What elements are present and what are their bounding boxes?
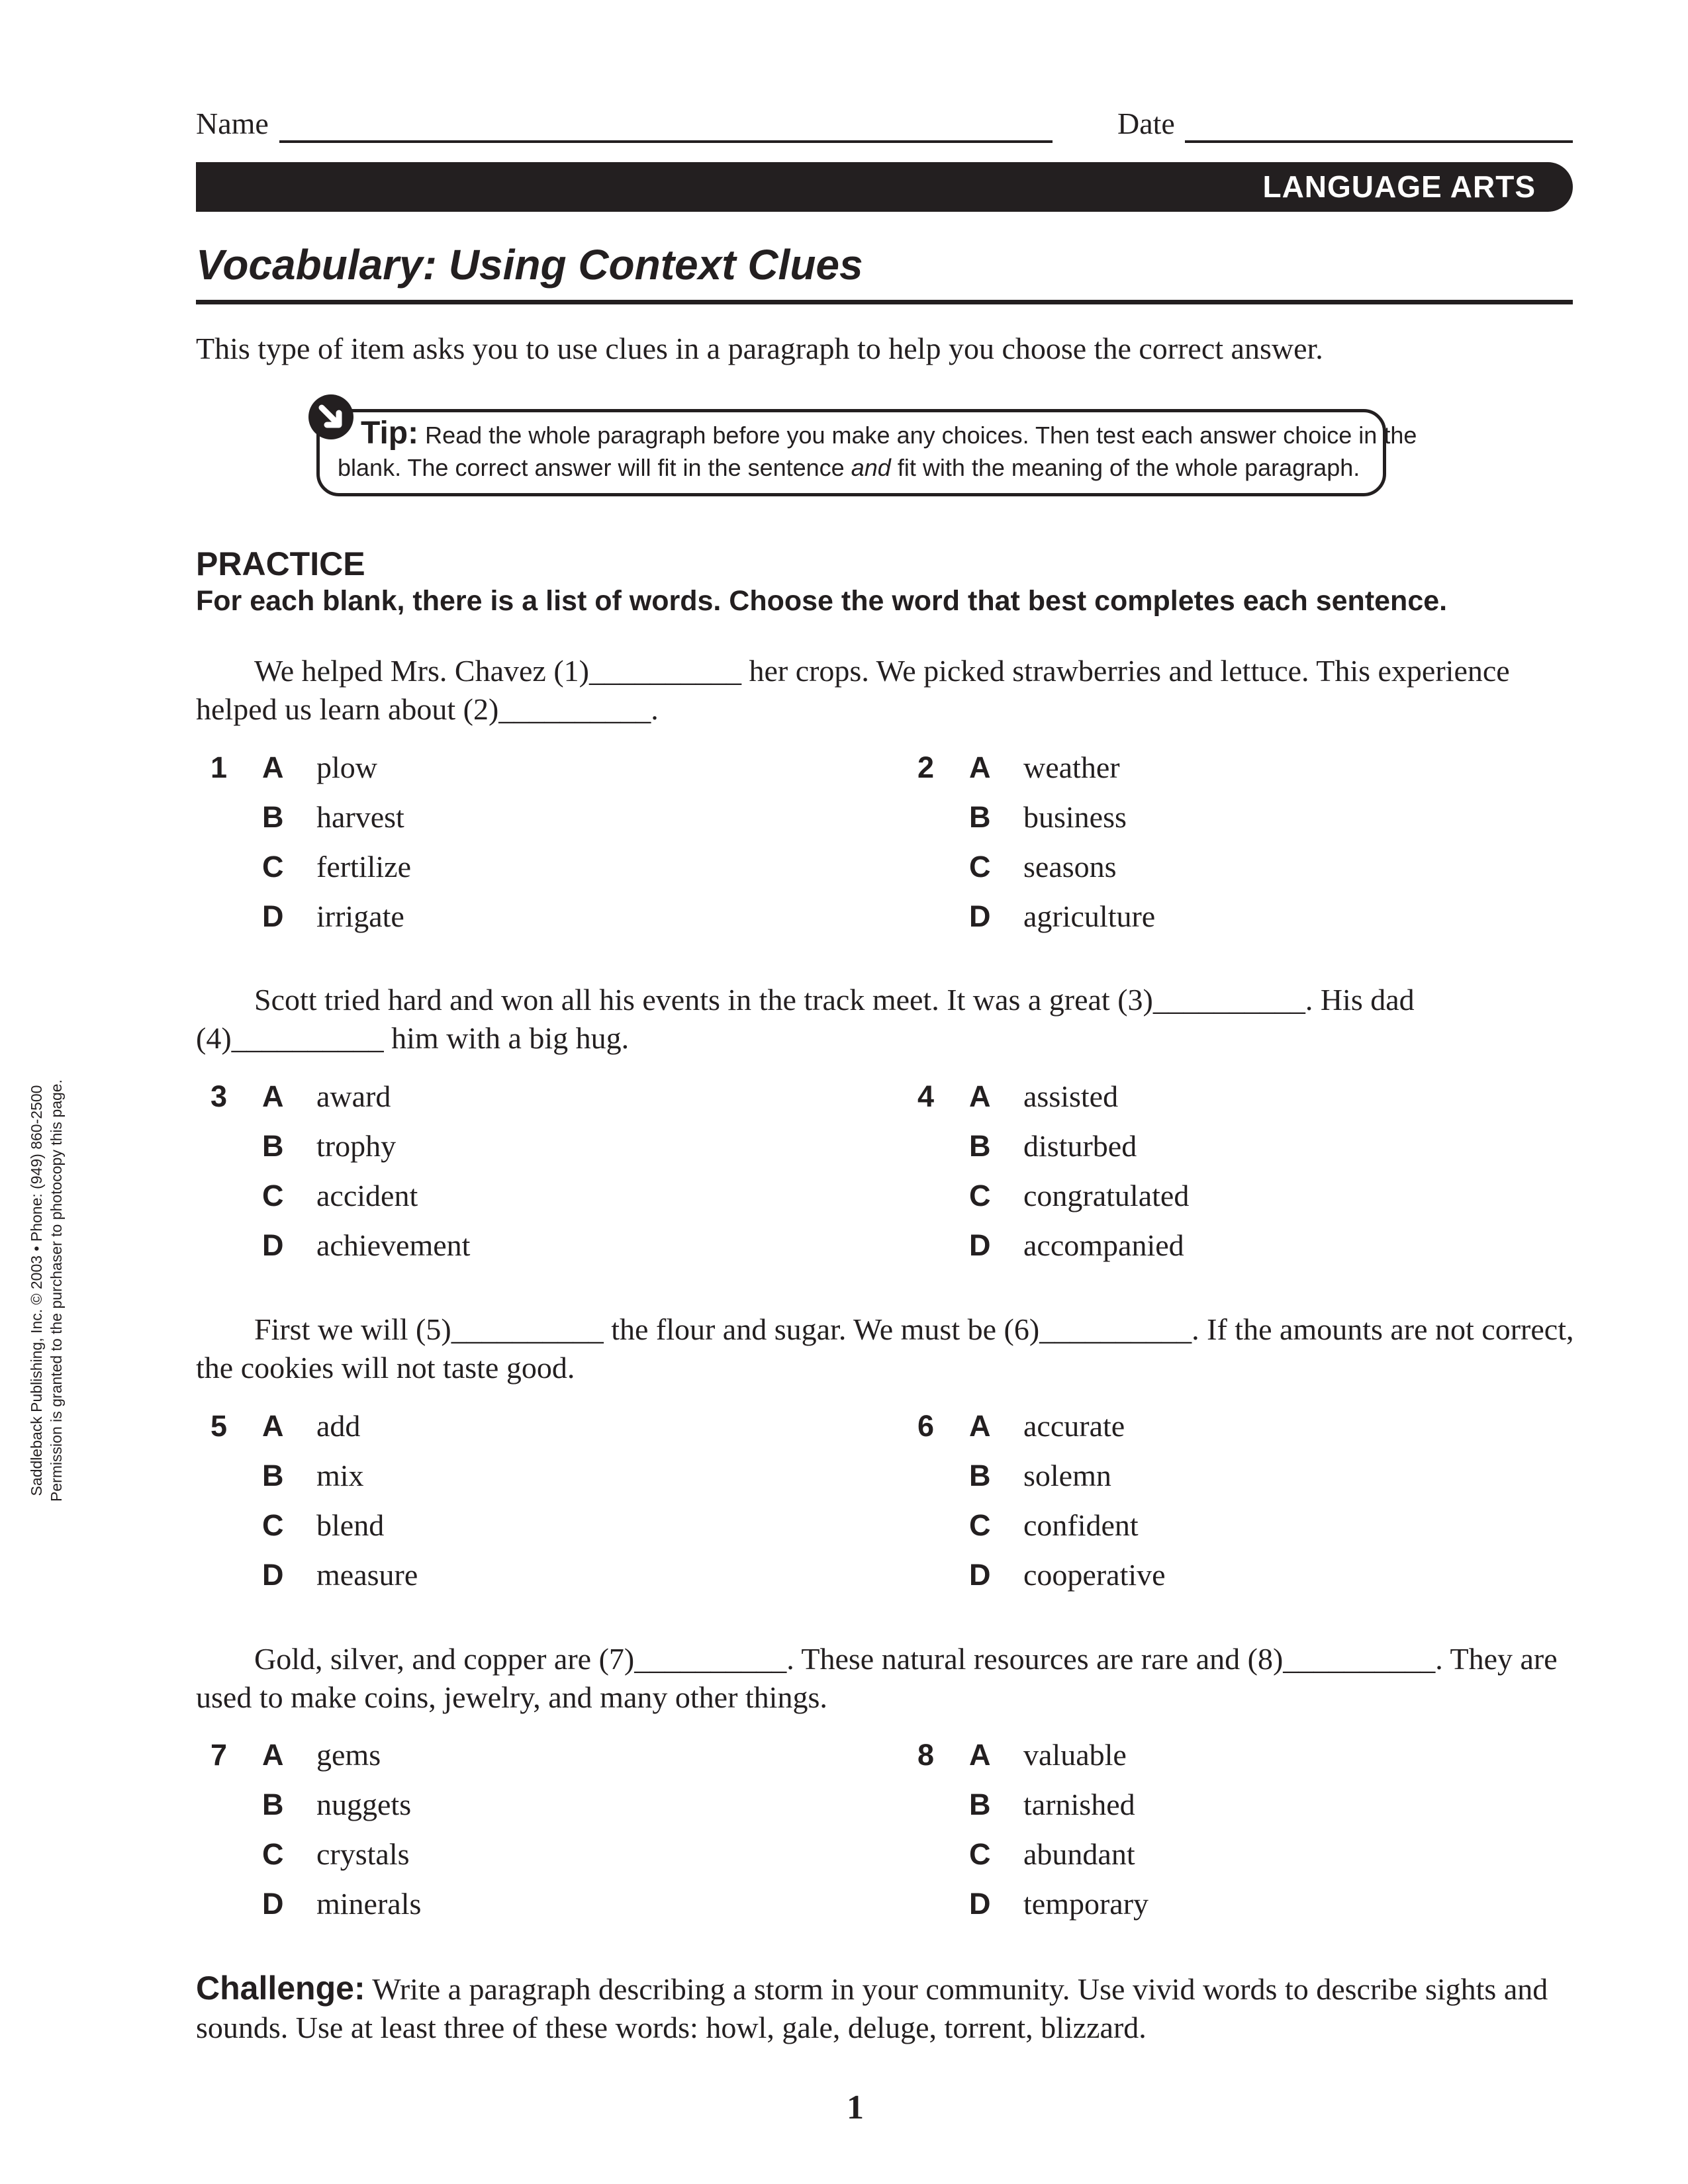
choice-letter[interactable]: C (969, 1179, 991, 1212)
question-number: 3 (211, 1079, 228, 1113)
choice-text[interactable]: irrigate (316, 899, 404, 933)
practice-heading: PRACTICE (196, 545, 365, 582)
choice-letter[interactable]: D (969, 899, 991, 933)
passage-4-text: Gold, silver, and copper are (7)__________. These natural resources are rare and (8)__________. They are used to make coins, jewelry, and many other things. (196, 1642, 1558, 1714)
choice-text[interactable]: nuggets (316, 1788, 412, 1821)
tip-text-2b: fit with the meaning of the whole paragraph. (897, 454, 1360, 481)
choice-letter[interactable]: C (969, 1837, 991, 1871)
choice-text[interactable]: abundant (1023, 1837, 1135, 1871)
choice-text[interactable]: accident (316, 1179, 418, 1212)
choice-letter[interactable]: C (262, 1179, 284, 1212)
choice-letter[interactable]: B (262, 1459, 284, 1492)
choice-text[interactable]: confident (1023, 1508, 1139, 1542)
choice-text[interactable]: tarnished (1023, 1788, 1135, 1821)
choice-letter[interactable]: D (262, 899, 284, 933)
choice-letter[interactable]: A (262, 1079, 284, 1113)
copyright-line-2: Permission is granted to the purchaser to photocopy this page. (48, 1079, 65, 1502)
choice-letter[interactable]: D (262, 1887, 284, 1921)
choice-letter[interactable]: B (969, 1788, 991, 1821)
choice-text[interactable]: award (316, 1079, 391, 1113)
choice-letter[interactable]: D (969, 1228, 991, 1262)
choice-letter[interactable]: A (262, 751, 284, 784)
choice-text[interactable]: temporary (1023, 1887, 1149, 1921)
tip-label: Tip: (361, 416, 419, 451)
choice-text[interactable]: disturbed (1023, 1129, 1137, 1163)
passage-3-text: First we will (5)__________ the flour and sugar. We must be (6)__________. If the amounts are not correct, the cookies will not taste good. (196, 1312, 1574, 1385)
choice-text[interactable]: blend (316, 1508, 385, 1542)
choice-letter[interactable]: A (969, 1079, 991, 1113)
tip-arrow-icon (305, 390, 357, 443)
question-number: 1 (211, 751, 228, 784)
choice-letter[interactable]: D (262, 1558, 284, 1592)
date-line[interactable] (1185, 140, 1573, 143)
choice-letter[interactable]: C (969, 850, 991, 884)
choice-letter[interactable]: A (969, 1738, 991, 1772)
tip-text-2-emphasis: and (851, 454, 891, 481)
page-number: 1 (847, 2089, 864, 2126)
choice-text[interactable]: mix (316, 1459, 364, 1492)
copyright-sidebar (26, 1079, 66, 1502)
choice-text[interactable]: agriculture (1023, 899, 1156, 933)
passage-1 (196, 652, 1579, 729)
choice-letter[interactable]: C (262, 1837, 284, 1871)
question-number: 2 (917, 751, 935, 784)
passage-1-text: We helped Mrs. Chavez (1)__________ her crops. We picked strawberries and lettuce. This experience helped us learn about (2)__________. (196, 654, 1510, 726)
choice-text[interactable]: crystals (316, 1837, 410, 1871)
choice-text[interactable]: accompanied (1023, 1228, 1184, 1262)
choice-text[interactable]: plow (316, 751, 377, 784)
passage-4 (196, 1640, 1579, 1717)
choice-letter[interactable]: A (262, 1409, 284, 1443)
choice-text[interactable]: seasons (1023, 850, 1117, 884)
choice-text[interactable]: add (316, 1409, 361, 1443)
copyright-line-1: Saddleback Publishing, Inc. © 2003 • Phone: (949) 860-2500 (28, 1085, 45, 1496)
choice-text[interactable]: cooperative (1023, 1558, 1166, 1592)
passage-2 (196, 981, 1579, 1058)
challenge-text: Write a paragraph describing a storm in your community. Use vivid words to describe sights and sounds. Use at least three of these words: howl, gale, deluge, torrent, blizzard. (196, 1972, 1548, 2044)
choice-letter[interactable]: C (262, 850, 284, 884)
title-rule (196, 300, 1573, 304)
choice-letter[interactable]: B (969, 1129, 991, 1163)
question-number: 6 (917, 1409, 935, 1443)
choice-letter[interactable]: A (262, 1738, 284, 1772)
subject-banner (196, 162, 1573, 212)
choice-text[interactable]: measure (316, 1558, 418, 1592)
question-number: 5 (211, 1409, 228, 1443)
choice-text[interactable]: minerals (316, 1887, 422, 1921)
choice-letter[interactable]: D (262, 1228, 284, 1262)
question-number: 4 (917, 1079, 935, 1113)
choice-text[interactable]: assisted (1023, 1079, 1119, 1113)
choice-letter[interactable]: A (969, 1409, 991, 1443)
choice-letter[interactable]: B (969, 800, 991, 834)
name-line[interactable] (279, 140, 1053, 143)
choice-text[interactable]: gems (316, 1738, 381, 1772)
choice-text[interactable]: valuable (1023, 1738, 1127, 1772)
passage-3 (196, 1310, 1579, 1387)
passage-2-text: Scott tried hard and won all his events in the track meet. It was a great (3)__________. His dad (4)__________ him with a big hug. (196, 983, 1415, 1055)
choice-letter[interactable]: D (969, 1887, 991, 1921)
tip-line-2 (338, 453, 1360, 483)
tip-text-2a: blank. The correct answer will fit in the sentence (338, 454, 845, 481)
choice-letter[interactable]: D (969, 1558, 991, 1592)
choice-text[interactable]: achievement (316, 1228, 471, 1262)
tip-text-1: Read the whole paragraph before you make any choices. Then test each answer choice in the (425, 422, 1417, 449)
question-number: 8 (917, 1738, 935, 1772)
choice-letter[interactable]: A (969, 751, 991, 784)
choice-letter[interactable]: B (262, 1788, 284, 1821)
intro-text: This type of item asks you to use clues in a paragraph to help you choose the correct answer. (196, 332, 1323, 365)
choice-text[interactable]: fertilize (316, 850, 412, 884)
choice-letter[interactable]: C (969, 1508, 991, 1542)
challenge-label: Challenge: (196, 1970, 365, 2007)
practice-instructions: For each blank, there is a list of words. Choose the word that best completes each sentence. (196, 585, 1448, 617)
choice-text[interactable]: solemn (1023, 1459, 1111, 1492)
choice-text[interactable]: harvest (316, 800, 404, 834)
choice-letter[interactable]: C (262, 1508, 284, 1542)
choice-text[interactable]: congratulated (1023, 1179, 1190, 1212)
choice-text[interactable]: business (1023, 800, 1127, 834)
choice-text[interactable]: accurate (1023, 1409, 1125, 1443)
choice-text[interactable]: weather (1023, 751, 1120, 784)
choice-letter[interactable]: B (969, 1459, 991, 1492)
challenge (196, 1969, 1579, 2047)
question-number: 7 (211, 1738, 228, 1772)
page-title: Vocabulary: Using Context Clues (196, 241, 863, 289)
tip-line-1 (361, 418, 1417, 451)
subject-label: LANGUAGE ARTS (1262, 169, 1536, 204)
choice-letter[interactable]: B (262, 800, 284, 834)
name-label: Name (196, 107, 269, 140)
date-label: Date (1117, 107, 1175, 140)
choice-letter[interactable]: B (262, 1129, 284, 1163)
choice-text[interactable]: trophy (316, 1129, 397, 1163)
